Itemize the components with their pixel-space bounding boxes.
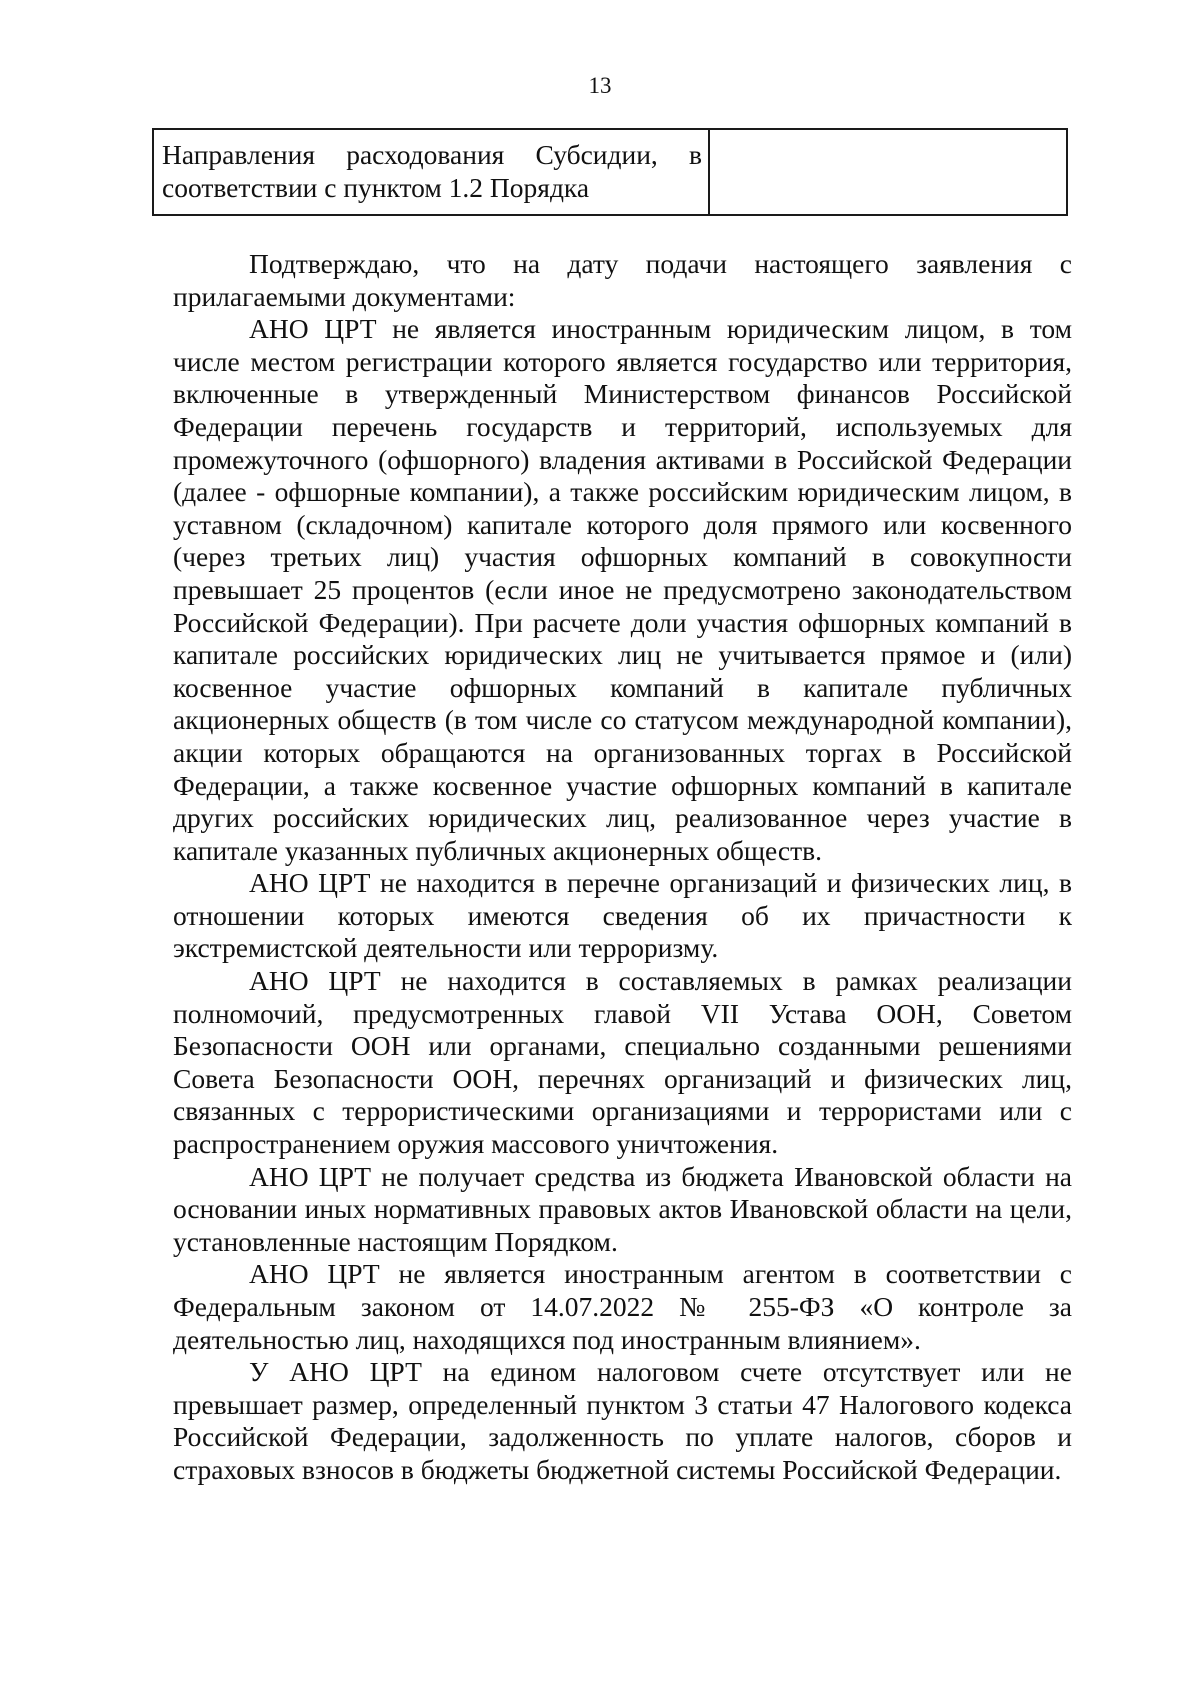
paragraph-offshore-status: АНО ЦРТ не является иностранным юридическим лицом, в том числе местом регистрации которого является государство или территория, включенные в утвержденный Министерством финансов Российской Федерации перечень государств и территорий, используемых для промежуточного (офшорного) владения активами в Российской Федерации (далее - офшорные компании), а также российским юридическим лицом, в уставном (складочном) капитале которого доля прямого или косвенного (через третьих лиц) участия офшорных компаний в совокупности превышает 25 процентов (если иное не предусмотрено законодательством Российской Федерации). При расчете доли участия офшорных компаний в капитале российских юридических лиц не учитывается прямое и (или) косвенное участие офшорных компаний в капитале публичных акционерных обществ (в том числе со статусом международной компании), акции которых обращаются на организованных торгах в Российской Федерации, а также косвенное участие офшорных компаний в капитале других российских юридических лиц, реализованное через участие в капитале указанных публичных акционерных обществ. bbox=[173, 313, 1072, 866]
paragraph-foreign-agent: АНО ЦРТ не является иностранным агентом в соответствии с Федеральным законом от 14.07.2022 № 255-ФЗ «О контроле за деятельностью лиц, находящихся под иностранным влиянием». bbox=[173, 1258, 1072, 1355]
table-cell-label: Направления расходования Субсидии, в соответствии с пунктом 1.2 Порядка bbox=[153, 129, 709, 215]
table-cell-value bbox=[709, 129, 1067, 215]
paragraph-confirmation-intro: Подтверждаю, что на дату подачи настоящего заявления с прилагаемыми документами: bbox=[173, 248, 1072, 312]
paragraph-extremism-list: АНО ЦРТ не находится в перечне организаций и физических лиц, в отношении которых имеются сведения об их причастности к экстремистской деятельности или терроризму. bbox=[173, 867, 1072, 964]
page-number: 13 bbox=[588, 73, 612, 98]
paragraph-tax-debt: У АНО ЦРТ на едином налоговом счете отсутствует или не превышает размер, определенный пунктом 3 статьи 47 Налогового кодекса Российской Федерации, задолженность по уплате налогов, сборов и страховых взносов в бюджеты бюджетной системы Российской Федерации. bbox=[173, 1356, 1072, 1485]
subsidy-info-table bbox=[152, 128, 1068, 216]
paragraph-regional-budget: АНО ЦРТ не получает средства из бюджета Ивановской области на основании иных нормативных правовых актов Ивановской области на цели, установленные настоящим Порядком. bbox=[173, 1160, 1072, 1257]
document-body bbox=[173, 248, 1072, 1487]
table-row bbox=[153, 129, 1067, 215]
paragraph-un-security-council: АНО ЦРТ не находится в составляемых в рамках реализации полномочий, предусмотренных главой VII Устава ООН, Советом Безопасности ООН или органами, специально созданными решениями Совета Безопасности ООН, перечнях организаций и физических лиц, связанных с террористическими организациями и террористами или с распространением оружия массового уничтожения. bbox=[173, 965, 1072, 1160]
